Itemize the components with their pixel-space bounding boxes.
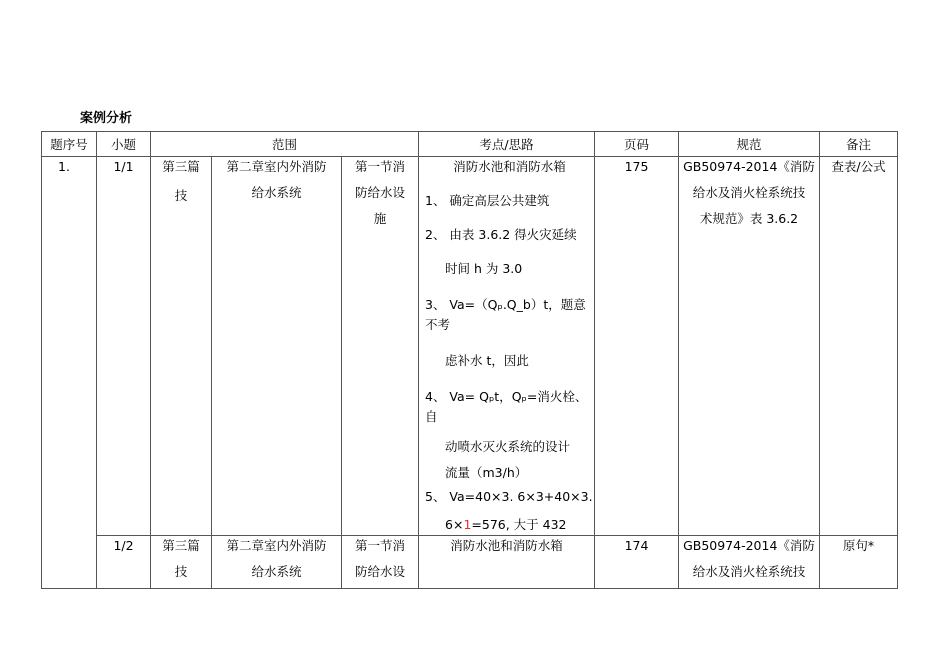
section-heading: 案例分析 <box>80 111 133 126</box>
scope-chapter: 第二章室内外消防 给水系统 <box>212 157 342 536</box>
scope-section: 第一节消 防给水设 施 <box>342 157 419 536</box>
col-header-scope: 范围 <box>151 132 419 157</box>
scope-part: 第三篇 技 <box>151 536 212 589</box>
table-row <box>42 536 898 589</box>
col-header-remark: 备注 <box>820 132 898 157</box>
remark: 查表/公式 <box>820 157 898 536</box>
table-row <box>42 157 898 536</box>
col-header-points: 考点/思路 <box>419 132 595 157</box>
page-number: 175 <box>595 157 679 536</box>
header-row <box>42 132 898 157</box>
case-table <box>41 131 898 589</box>
col-header-page: 页码 <box>595 132 679 157</box>
col-header-no: 题序号 <box>42 132 97 157</box>
question-number: 1. <box>42 157 97 589</box>
sub-question: 1/2 <box>97 536 151 589</box>
norm-reference: GB50974-2014《消防 给水及消火栓系统技 术规范》表 3.6.2 <box>679 157 820 536</box>
scope-chapter: 第二章室内外消防 给水系统 <box>212 536 342 589</box>
col-header-sub: 小题 <box>97 132 151 157</box>
col-header-norm: 规范 <box>679 132 820 157</box>
points-cell: 消防水池和消防水箱 1、 确定高层公共建筑 2、 由表 3.6.2 得火灾延续 时间 h 为 3.0 3、 Va=（Qₚ.Q_b）t，题意不考 虑补水 t，因此 4、 Va= Qₚt，Qₚ=消火栓、自 动喷水灭火系统的设计 流量（m3/h） 5、 Va=40×3. 6×3+40×3. 6×1=576, 大于 432 <box>419 157 595 536</box>
scope-section: 第一节消 防给水设 <box>342 536 419 589</box>
sub-question: 1/1 <box>97 157 151 536</box>
remark: 原句* <box>820 536 898 589</box>
page-number: 174 <box>595 536 679 589</box>
scope-part: 第三篇 技 <box>151 157 212 536</box>
norm-reference: GB50974-2014《消防 给水及消火栓系统技 <box>679 536 820 589</box>
points-cell: 消防水池和消防水箱 <box>419 536 595 589</box>
